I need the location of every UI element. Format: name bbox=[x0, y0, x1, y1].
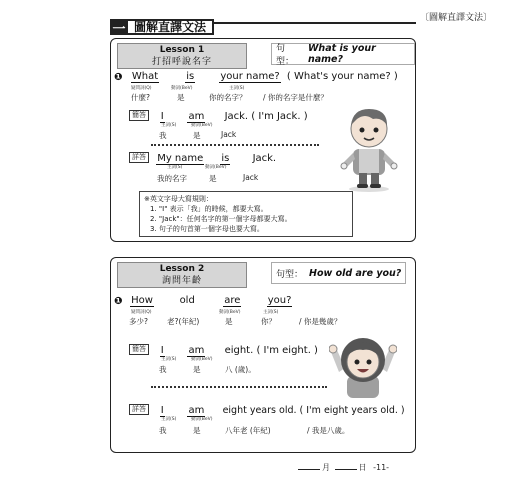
word-i: I bbox=[160, 110, 164, 122]
month-label: 月 bbox=[322, 463, 330, 472]
note-line: 2. "Jack"：任何名字的第一個字母都要大寫。 bbox=[150, 215, 292, 223]
word-am: am bbox=[188, 404, 205, 416]
zh-you: 你？ bbox=[261, 317, 276, 326]
word-your-name: your name? bbox=[220, 71, 280, 82]
short-answer-chip: 簡答 bbox=[129, 344, 149, 355]
zh-eight-years: 八年老 (年紀) bbox=[225, 426, 271, 435]
short-answer-sentence bbox=[129, 110, 308, 122]
full-answer-chip: 詳答 bbox=[129, 152, 149, 163]
word-old: old bbox=[179, 295, 195, 306]
zh-my-name: 我的名字 bbox=[157, 174, 187, 183]
section-number: 一 bbox=[110, 19, 128, 35]
tag-s: 主詞(S) bbox=[161, 417, 177, 422]
boy-illustration bbox=[337, 105, 401, 193]
zh-jack: Jack bbox=[243, 173, 259, 182]
word-i: I bbox=[160, 344, 164, 356]
zh-i: 我 bbox=[159, 426, 167, 435]
short-answer-sentence bbox=[129, 344, 318, 356]
word-how: How bbox=[131, 295, 153, 306]
word-am: am bbox=[188, 344, 205, 356]
word-is: is bbox=[186, 71, 195, 82]
lesson-1-header bbox=[117, 43, 247, 69]
tag-bev: 動詞(BeV) bbox=[191, 357, 213, 362]
footer-date bbox=[296, 462, 389, 473]
tag-q: 疑問詞(Q) bbox=[131, 86, 152, 91]
zh-what: 什麼? bbox=[131, 93, 150, 102]
question-sentence bbox=[129, 71, 398, 82]
zh-is: 是 bbox=[177, 93, 185, 102]
answer-jack: Jack. bbox=[252, 152, 277, 164]
lesson-1-subtitle: 打招呼說名字 bbox=[151, 57, 212, 67]
word-is: is bbox=[221, 152, 230, 164]
word-i: I bbox=[160, 404, 164, 416]
day-blank bbox=[335, 469, 357, 470]
zh-are: 是 bbox=[225, 317, 233, 326]
tag-bev: 動詞(BeV) bbox=[219, 310, 241, 315]
question-sentence bbox=[129, 295, 293, 306]
zh-translation: / 我是八歲。 bbox=[307, 426, 350, 435]
zh-translation: / 你是幾歲？ bbox=[299, 317, 342, 326]
zh-am: 是 bbox=[193, 426, 201, 435]
tag-bev: 動詞(BeV) bbox=[191, 123, 213, 128]
zh-old: 老?(年紀) bbox=[167, 317, 200, 326]
word-what: What bbox=[131, 71, 159, 82]
note-title: ※英文字母大寫規則： bbox=[144, 195, 213, 203]
capitalization-note bbox=[139, 191, 353, 237]
lesson-2-label: Lesson 2 bbox=[159, 264, 205, 274]
zh-how: 多少? bbox=[129, 317, 148, 326]
zh-eight: 八 (歲)。 bbox=[225, 365, 256, 374]
lesson-2-card bbox=[110, 257, 416, 453]
question-bullet-icon: ❶ bbox=[114, 72, 123, 83]
dotted-divider bbox=[151, 144, 319, 146]
pattern-label: 句型： bbox=[276, 269, 304, 280]
zh-am: 是 bbox=[193, 131, 201, 140]
tag-s: 主詞(S) bbox=[161, 357, 177, 362]
question-bullet-icon: ❶ bbox=[114, 296, 123, 307]
dotted-divider bbox=[151, 386, 327, 388]
tag-bev: 動詞(BeV) bbox=[205, 165, 227, 170]
pattern-sentence: How old are you? bbox=[309, 267, 402, 279]
short-answer-chip: 簡答 bbox=[129, 110, 149, 121]
zh-am: 是 bbox=[193, 365, 201, 374]
zh-i: 我 bbox=[159, 131, 167, 140]
tag-s: 主詞(S) bbox=[161, 123, 177, 128]
lesson-2-header bbox=[117, 262, 247, 288]
tag-s: 主詞(S) bbox=[263, 310, 279, 315]
section-badge bbox=[110, 19, 214, 35]
tag-s: 主詞(S) bbox=[229, 86, 245, 91]
lesson-2-subtitle: 詢問年齡 bbox=[161, 276, 202, 286]
question-contraction: ( What's your name? ) bbox=[286, 71, 398, 82]
full-answer-sentence bbox=[129, 152, 276, 164]
zh-translation: / 你的名字是什麼？ bbox=[263, 93, 328, 102]
day-label: 日 bbox=[358, 463, 367, 472]
pattern-label: 句型： bbox=[276, 44, 295, 67]
zh-your-name: 你的名字？ bbox=[209, 93, 247, 102]
word-you: you? bbox=[267, 295, 292, 306]
page-number: -11- bbox=[373, 463, 390, 472]
pattern-sentence: What is your name? bbox=[307, 43, 376, 65]
lesson-1-pattern bbox=[271, 43, 415, 65]
page-tag: 〔圖解直譯文法〕 bbox=[419, 13, 492, 23]
girl-illustration bbox=[329, 332, 397, 398]
zh-jack: Jack bbox=[221, 130, 237, 139]
answer-jack: Jack. ( I'm Jack. ) bbox=[224, 110, 308, 122]
month-blank bbox=[298, 469, 320, 470]
full-answer-chip: 詳答 bbox=[129, 404, 149, 415]
lesson-1-card bbox=[110, 38, 416, 242]
word-are: are bbox=[224, 295, 241, 306]
full-answer-sentence bbox=[129, 404, 405, 416]
tag-bev: 動詞(BeV) bbox=[191, 417, 213, 422]
zh-is: 是 bbox=[209, 174, 217, 183]
note-line: 1. "I" 表示「我」的時候，都要大寫。 bbox=[150, 205, 268, 213]
tag-q: 疑問詞(Q) bbox=[131, 310, 152, 315]
lesson-2-pattern bbox=[271, 262, 406, 284]
word-my-name: My name bbox=[157, 152, 204, 164]
tag-s: 主詞(S) bbox=[167, 165, 183, 170]
word-am: am bbox=[188, 110, 205, 122]
note-line: 3. 句子的句首第一個字母也要大寫。 bbox=[150, 225, 264, 233]
answer-eight-years-old: eight years old. ( I'm eight years old. ) bbox=[222, 404, 405, 416]
zh-i: 我 bbox=[159, 365, 167, 374]
section-title: 圖解直譯文法 bbox=[128, 19, 214, 35]
lesson-1-label: Lesson 1 bbox=[159, 45, 205, 55]
tag-bev: 動詞(BeV) bbox=[171, 86, 193, 91]
answer-eight: eight. ( I'm eight. ) bbox=[224, 344, 318, 356]
